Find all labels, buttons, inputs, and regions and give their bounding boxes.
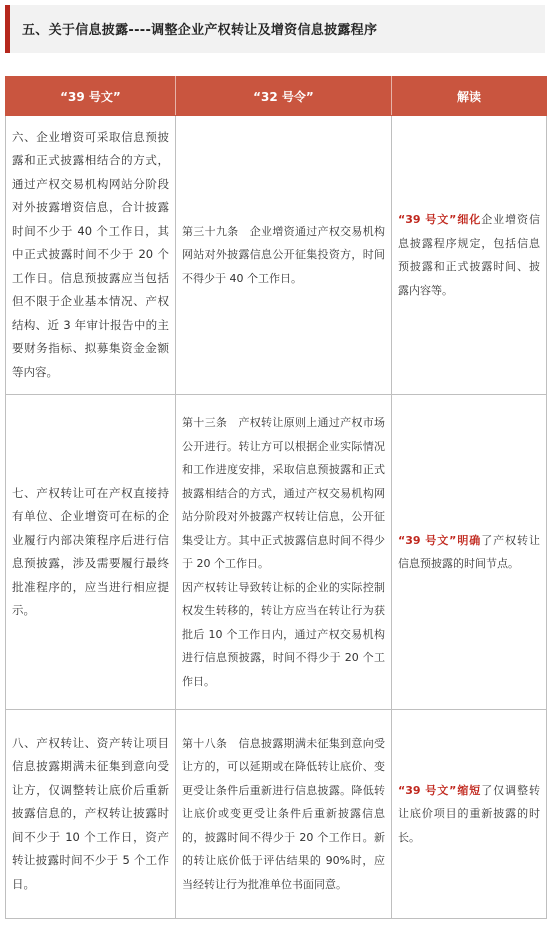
interpretation-rest: 了产权转让信息预披露的时间节点。 [398, 533, 540, 570]
cell-text: 第十八条 信息披露期满未征集到意向受让方的，可以延期或在降低转让底价、变更受让条件后重新进行信息披露。降低转让底价或变更受让条件后重新披露信息的，披露时间不得少于 20 个工作日。新的转让底价低于评估结果的 90%时，应当经转让行为批准单位书面同意。 [182, 736, 385, 891]
table-row [6, 395, 547, 710]
cell-39-doc [6, 116, 176, 395]
cell-39-doc [6, 710, 176, 919]
interpretation-highlight: “39 号文”缩短 [398, 783, 482, 797]
comparison-table [5, 76, 547, 919]
interpretation-rest: 企业增资信息披露程序规定，包括信息预披露和正式披露时间、披露内容等。 [398, 213, 540, 297]
cell-text: 八、产权转让、资产转让项目信息披露期满未征集到意向受让方，仅调整转让底价后重新披露信息的，产权转让披露时间不少于 10 个工作日，资产转让披露时间不少于 5 个工作日。 [12, 735, 169, 891]
interpretation-highlight: “39 号文”细化 [398, 213, 482, 226]
table-row [6, 710, 547, 919]
interpretation-text [398, 529, 540, 576]
cell-32-order [176, 116, 392, 395]
section-header [5, 5, 545, 53]
table-header-row [6, 77, 547, 116]
cell-interpretation [392, 116, 547, 395]
section-title: 五、关于信息披露----调整企业产权转让及增资信息披露程序 [22, 23, 378, 38]
cell-32-order [176, 710, 392, 919]
header-39-doc: “39 号文” [6, 77, 176, 116]
cell-text: 七、产权转让可在产权直接持有单位、企业增资可在标的企业履行内部决策程序后进行信息预披露，涉及需要履行最终批准程序的，应当进行相应提示。 [12, 485, 169, 617]
header-interpretation: 解读 [392, 77, 547, 116]
cell-text: 第十三条 产权转让原则上通过产权市场公开进行。转让方可以根据企业实际情况和工作进度安排，采取信息预披露和正式披露相结合的方式，通过产权交易机构网站分阶段对外披露产权转让信息，公开征集受让方。其中正式披露信息时间不得少于 20 个工作日。 [182, 416, 385, 570]
interpretation-text [398, 208, 540, 302]
cell-39-doc [6, 395, 176, 710]
interpretation-text [398, 779, 540, 850]
table-row [6, 116, 547, 395]
cell-text: 六、企业增资可采取信息预披露和正式披露相结合的方式，通过产权交易机构网站分阶段对外披露增资信息，合计披露时间不少于 40 个工作日，其中正式披露时间不少于 20 个工作日。信息预披露应当包括但不限于企业基本情况、产权结构、近 3 年审计报告中的主要财务指标、拟募集资金金额等内容。 [12, 129, 169, 379]
header-32-order: “32 号令” [176, 77, 392, 116]
cell-text: 第三十九条 企业增资通过产权交易机构网站对外披露信息公开征集投资方，时间不得少于 40 个工作日。 [182, 224, 385, 285]
cell-interpretation [392, 395, 547, 710]
interpretation-highlight: “39 号文”明确 [398, 533, 482, 547]
cell-32-order [176, 395, 392, 710]
interpretation-rest: 了仅调整转让底价项目的重新披露的时长。 [398, 783, 540, 844]
cell-text: 因产权转让导致转让标的企业的实际控制权发生转移的，转让方应当在转让行为获批后 10 个工作日内，通过产权交易机构进行信息预披露，时间不得少于 20 个工作日。 [182, 580, 385, 688]
cell-interpretation [392, 710, 547, 919]
